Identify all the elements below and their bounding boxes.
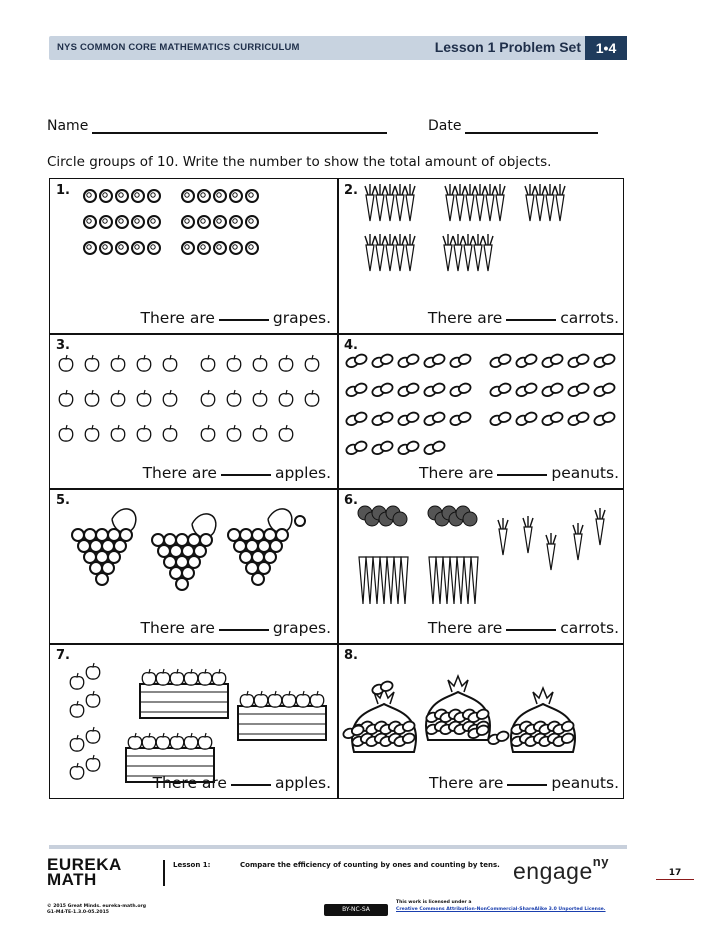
grape-icon [246,216,258,228]
answer-blank[interactable] [506,318,556,321]
answer-line [429,774,619,792]
grape-bunch-icon [252,573,264,585]
grape-icon [198,190,210,202]
apple-icon [212,673,226,685]
carrot-leaves [483,234,493,245]
carrot-leaves [375,234,385,245]
answer-prefix: There are [142,464,217,482]
apple-icon [59,359,73,371]
apple-icon [240,695,254,707]
footer-lesson-label: Lesson 1: [173,861,211,869]
problem-number: 5. [56,493,70,508]
carrot-leaves [405,234,415,245]
footer-description: Compare the efficiency of counting by ones and counting by tens. [240,861,500,869]
grape-icon [230,190,242,202]
license-text [396,899,606,913]
answer-blank[interactable] [506,628,556,631]
answer-line [428,619,619,637]
problem-number: 7. [56,648,70,663]
carrot-leaves [445,184,455,195]
apple-icon [268,695,282,707]
carrot-icon [366,245,374,271]
grape-bunch-icon [240,551,252,563]
grape-icon [182,190,194,202]
carrot-icon [596,519,604,545]
apple-icon [70,705,84,717]
carrot-icon [547,544,555,570]
grape-icon [116,242,128,254]
grape-bunch-icon [176,578,188,590]
grape-icon [295,516,305,526]
grape-bunch-icon [152,534,164,546]
apple-icon [296,695,310,707]
grape-bunch-icon [72,529,84,541]
logo-line: MATH [47,870,97,889]
carrot-icon [396,245,404,271]
header-bar [49,36,627,60]
apple-icon [137,394,151,406]
grape-bunch-icon [228,529,240,541]
apple-icon [85,429,99,441]
carrot-icon [484,245,492,271]
apple-icon [227,394,241,406]
apple-icon [86,695,100,707]
apple-icon [254,695,268,707]
answer-blank[interactable] [497,473,547,476]
problem-number: 3. [56,338,70,353]
apple-icon [137,359,151,371]
grape-icon [100,242,112,254]
answer-prefix: There are [140,619,215,637]
carrot-leaves [495,184,505,195]
grape-icon [198,216,210,228]
carrot-icon [386,245,394,271]
date-label: Date [428,118,462,134]
grape-bunch-icon [96,529,108,541]
apple-icon [253,359,267,371]
carrot-icon [524,527,532,553]
carrot-icon [446,195,454,221]
apple-icon [184,737,198,749]
apple-icon [85,359,99,371]
answer-blank[interactable] [507,783,547,786]
apple-icon [163,394,177,406]
apple-icon [163,429,177,441]
apple-icon [128,737,142,749]
grape-icon [100,190,112,202]
grape-bunch-icon [258,562,270,574]
apple-icon [279,394,293,406]
apple-icon [85,394,99,406]
lesson-number-badge: 1•4 [585,36,627,60]
carrot-leaves [573,523,583,534]
grape-icon [132,190,144,202]
grape-bunch-icon [200,534,212,546]
page-number: 17 [656,868,694,880]
apple-icon [59,394,73,406]
apple-icon [70,767,84,779]
carrot-leaves [555,184,565,195]
carrot-leaves [475,184,485,195]
carrot-icon [456,195,464,221]
apple-icon [279,429,293,441]
grape-icon [214,216,226,228]
apple-icon [111,429,125,441]
problem-grid [49,178,624,799]
carrot-bunch-icon [471,557,478,604]
grape-bunch-icon [194,545,206,557]
carrot-bunch-icon [450,557,457,604]
grape-bunch-icon [164,534,176,546]
grape-icon [182,242,194,254]
apple-crate-icon [238,706,326,740]
answer-suffix: peanuts. [551,464,619,482]
problem-number: 1. [56,183,70,198]
carrot-leaves [485,184,495,195]
answer-line [141,619,331,637]
copyright [47,904,146,916]
answer-blank[interactable] [221,473,271,476]
apple-icon [253,394,267,406]
grape-bunch-icon [78,540,90,552]
grape-bunch-icon [234,540,246,552]
apple-crate-icon [140,684,228,718]
problem-number: 8. [344,648,358,663]
grape-icon [132,216,144,228]
problem-4 [338,334,625,488]
carrot-leaves [525,184,535,195]
license-link[interactable]: Creative Commons Attribution-NonCommercial-ShareAlike 3.0 Unported License. [396,907,606,912]
grape-bunch-icon [114,540,126,552]
carrot-icon [444,245,452,271]
carrot-leaves [375,184,385,195]
carrot-bunch-icon [436,557,443,604]
carrot-icon [406,195,414,221]
apple-icon [70,677,84,689]
carrot-bunch-icon [464,557,471,604]
answer-line [141,309,331,327]
grape-icon [198,242,210,254]
answer-prefix: There are [152,774,227,792]
grape-icon [148,190,160,202]
grape-bunch-icon [182,567,194,579]
carrot-icon [496,195,504,221]
carrot-leaves [498,518,508,529]
answer-prefix: There are [427,309,503,327]
engageny-logo [513,854,609,885]
carrot-leaves [535,184,545,195]
grape-icon [214,190,226,202]
apple-icon [111,394,125,406]
answer-blank[interactable] [219,628,269,631]
grape-bunch-icon [164,556,176,568]
footer-rule [49,845,627,849]
problem-7 [50,644,337,798]
carrot-bunch-icon [394,557,401,604]
grape-bunch-icon [170,567,182,579]
answer-suffix: carrots. [560,309,619,327]
carrot-greens [393,512,407,526]
apple-icon [279,359,293,371]
apple-icon [170,673,184,685]
apple-icon [163,359,177,371]
carrot-bunch-icon [401,557,408,604]
grape-icon [116,190,128,202]
grape-icon [84,190,96,202]
apple-icon [70,739,84,751]
carrot-leaves [465,184,475,195]
grape-bunch-icon [108,529,120,541]
page-title: Lesson 1 Problem Set [434,39,581,55]
bag-tie [448,676,468,692]
grape-bunch-icon [102,562,114,574]
grape-bunch-icon [182,545,194,557]
carrot-bunch-icon [366,557,373,604]
problem-3 [50,334,337,488]
grape-bunch-icon [176,556,188,568]
grape-bunch-icon [84,529,96,541]
carrot-leaves [395,184,405,195]
answer-suffix: peanuts. [551,774,619,792]
logo-line: EUREKA [47,855,122,874]
carrot-icon [454,245,462,271]
grape-bunch-icon [188,534,200,546]
carrot-icon [366,195,374,221]
problem-number: 2. [344,183,358,198]
apple-icon [184,673,198,685]
apple-icon [86,667,100,679]
grape-icon [132,242,144,254]
grape-bunch-icon [240,529,252,541]
date-field[interactable] [465,132,598,134]
carrot-icon [386,195,394,221]
carrot-icon [466,195,474,221]
answer-line [419,464,619,482]
grape-icon [246,190,258,202]
carrot-leaves [455,184,465,195]
carrot-leaves [443,234,453,245]
carrot-leaves [523,516,533,527]
carrot-bunch-icon [373,557,380,604]
footer-divider [163,860,165,886]
problem-6 [338,489,625,643]
carrot-bunch-icon [443,557,450,604]
carrot-icon [476,195,484,221]
apple-icon [111,359,125,371]
carrot-icon [574,534,582,560]
answer-suffix: apples. [274,774,331,792]
answer-line [428,309,619,327]
grape-bunch-icon [252,551,264,563]
answer-suffix: grapes. [272,619,331,637]
carrot-leaves [453,234,463,245]
answer-prefix: There are [427,619,503,637]
grape-icon [246,242,258,254]
carrot-bunch-icon [457,557,464,604]
curriculum-title: NYS COMMON CORE MATHEMATICS CURRICULUM [57,42,300,53]
apple-icon [142,673,156,685]
apple-icon [201,429,215,441]
apple-icon [198,737,212,749]
grape-icon [148,242,160,254]
carrot-leaves [405,184,415,195]
engage-sup: ny [592,854,609,870]
apple-icon [305,359,319,371]
carrot-leaves [365,234,375,245]
grape-bunch-icon [270,540,282,552]
name-field[interactable] [92,132,387,134]
apple-icon [201,359,215,371]
carrot-leaves [395,234,405,245]
apple-icon [59,429,73,441]
carrot-leaves [595,508,605,519]
copyright-line: G1-M4-TE-1.3.0-05.2015 [47,910,109,915]
problem-8 [338,644,625,798]
problem-number: 6. [344,493,358,508]
grape-bunch-icon [258,540,270,552]
apple-icon [137,429,151,441]
grape-icon [230,216,242,228]
carrot-leaves [473,234,483,245]
grape-bunch-icon [170,545,182,557]
grape-icon [100,216,112,228]
apple-icon [305,394,319,406]
apple-icon [86,731,100,743]
carrot-leaves [365,184,375,195]
grape-bunch-icon [90,540,102,552]
answer-prefix: There are [429,774,504,792]
bag-tie [533,688,553,704]
grape-bunch-icon [96,551,108,563]
apple-icon [86,759,100,771]
grape-bunch-icon [158,545,170,557]
grape-bunch-icon [264,551,276,563]
grape-icon [84,242,96,254]
carrot-icon [396,195,404,221]
carrot-leaves [385,234,395,245]
cc-license-badge[interactable]: BY-NC-SA [324,904,388,916]
grape-icon [148,216,160,228]
carrot-leaves [385,184,395,195]
answer-blank[interactable] [219,318,269,321]
instructions: Circle groups of 10. Write the number to show the total amount of objects. [47,154,552,170]
carrot-icon [486,195,494,221]
grape-bunch-icon [120,529,132,541]
carrot-leaves [546,533,556,544]
carrot-bunch-icon [380,557,387,604]
grape-bunch-icon [96,573,108,585]
grape-bunch-icon [276,529,288,541]
carrot-icon [556,195,564,221]
grape-bunch-icon [264,529,276,541]
answer-line [153,774,331,792]
carrot-icon [376,195,384,221]
grape-bunch-icon [252,529,264,541]
name-label: Name [47,118,89,134]
apple-icon [253,429,267,441]
grape-bunch-icon [246,540,258,552]
answer-prefix: There are [140,309,215,327]
apple-icon [282,695,296,707]
eureka-math-logo [47,857,122,887]
answer-suffix: carrots. [560,619,619,637]
apple-icon [170,737,184,749]
apple-icon [227,359,241,371]
answer-prefix: There are [419,464,494,482]
apple-icon [198,673,212,685]
engage-text: engage [513,858,593,884]
carrot-bunch-icon [429,557,436,604]
carrot-icon [376,245,384,271]
apple-icon [201,394,215,406]
grape-bunch-icon [108,551,120,563]
apple-icon [310,695,324,707]
problem-1 [50,179,337,333]
carrot-bunch-icon [387,557,394,604]
carrot-icon [474,245,482,271]
grape-icon [84,216,96,228]
apple-icon [156,673,170,685]
apple-icon [156,737,170,749]
grape-bunch-icon [188,556,200,568]
grape-bunch-icon [176,534,188,546]
apple-icon [142,737,156,749]
grape-icon [116,216,128,228]
grape-bunch-icon [246,562,258,574]
carrot-leaves [545,184,555,195]
grape-icon [230,242,242,254]
grape-icon [214,242,226,254]
problem-2 [338,179,625,333]
problem-number: 4. [344,338,358,353]
carrot-icon [499,529,507,555]
grape-bunch-icon [84,551,96,563]
grape-icon [182,216,194,228]
carrot-icon [546,195,554,221]
answer-suffix: grapes. [272,309,331,327]
carrot-icon [536,195,544,221]
carrot-leaves [463,234,473,245]
answer-blank[interactable] [231,783,271,786]
grape-bunch-icon [90,562,102,574]
carrot-icon [526,195,534,221]
apple-icon [227,429,241,441]
copyright-line: © 2015 Great Minds. eureka-math.org [47,904,147,909]
answer-line [143,464,331,482]
problem-5 [50,489,337,643]
carrot-greens [463,512,477,526]
answer-suffix: apples. [274,464,331,482]
carrot-bunch-icon [359,557,366,604]
grape-bunch-icon [102,540,114,552]
carrot-icon [406,245,414,271]
carrot-icon [464,245,472,271]
license-line: This work is licensed under a [396,900,472,905]
